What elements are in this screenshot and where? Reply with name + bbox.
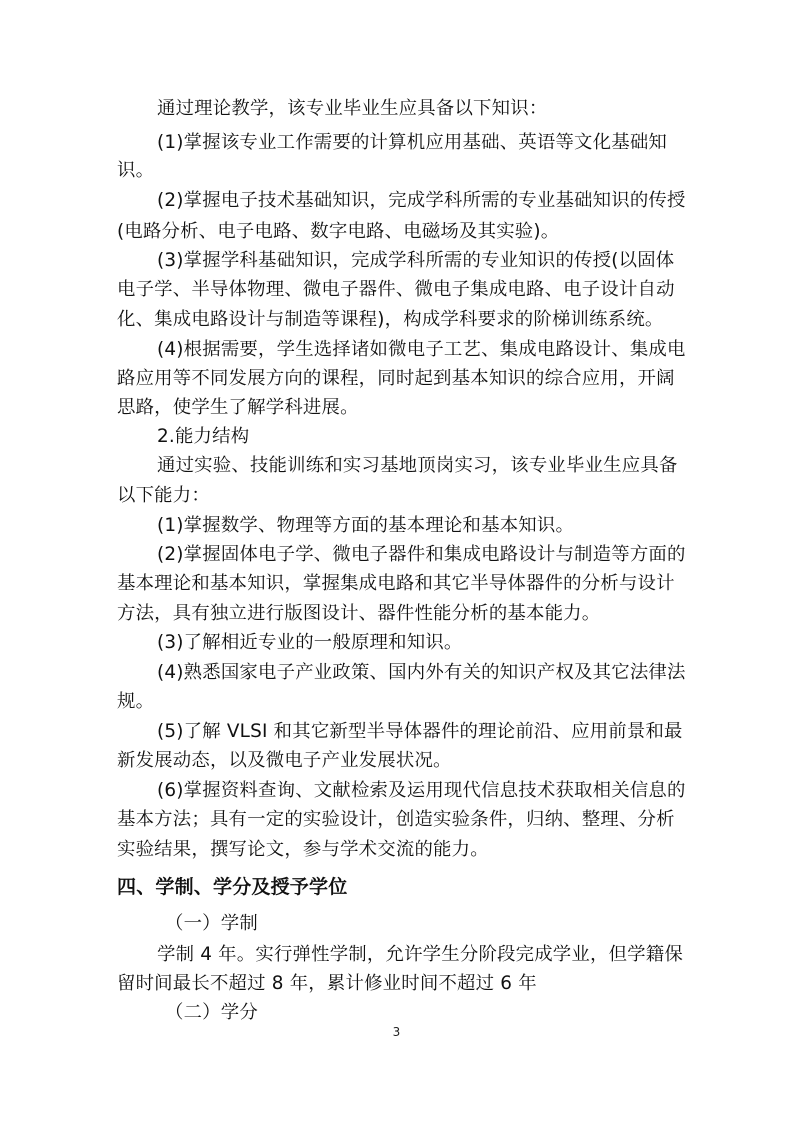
text-line: 思路，使学生了解学科进展。 bbox=[117, 397, 359, 418]
text-line: 学制 4 年。实行弹性学制，允许学生分阶段完成学业，但学籍保 bbox=[157, 944, 683, 965]
text-line: 基本方法；具有一定的实验设计，创造实验条件，归纳、整理、分析 bbox=[117, 809, 675, 830]
text-line: 实验结果，撰写论文，参与学术交流的能力。 bbox=[117, 839, 489, 860]
text-line: 通过理论教学，该专业毕业生应具备以下知识： bbox=[157, 98, 548, 119]
text-line: 化、集成电路设计与制造等课程)，构成学科要求的阶梯训练系统。 bbox=[117, 309, 664, 330]
chapter-heading: 四、学制、学分及授予学位 bbox=[117, 876, 348, 898]
text-line: (电路分析、电子电路、数字电路、电磁场及其实验)。 bbox=[117, 221, 560, 242]
text-line: (1)掌握数学、物理等方面的基本理论和基本知识。 bbox=[157, 515, 575, 536]
section-heading: 2.能力结构 bbox=[157, 426, 250, 447]
text-line: 识。 bbox=[117, 160, 155, 181]
text-line: (2)掌握固体电子学、微电子器件和集成电路设计与制造等方面的 bbox=[157, 544, 686, 565]
text-line: (1)掌握该专业工作需要的计算机应用基础、英语等文化基础知 bbox=[157, 132, 668, 153]
text-line: 方法，具有独立进行版图设计、器件性能分析的基本能力。 bbox=[117, 603, 601, 624]
text-line: (4)根据需要，学生选择诸如微电子工艺、集成电路设计、集成电 bbox=[157, 339, 686, 360]
text-line: (6)掌握资料查询、文献检索及运用现代信息技术获取相关信息的 bbox=[157, 780, 686, 801]
text-line: 通过实验、技能训练和实习基地顶岗实习，该专业毕业生应具备 bbox=[157, 455, 678, 476]
text-line: 留时间最长不超过 8 年，累计修业时间不超过 6 年 bbox=[117, 973, 537, 994]
subsection-heading: （二）学分 bbox=[165, 1002, 258, 1023]
subsection-heading: （一）学制 bbox=[165, 913, 258, 934]
text-line: 基本理论和基本知识，掌握集成电路和其它半导体器件的分析与设计 bbox=[117, 573, 675, 594]
text-line: (4)熟悉国家电子产业政策、国内外有关的知识产权及其它法律法 bbox=[157, 662, 686, 683]
text-line: (2)掌握电子技术基础知识，完成学科所需的专业基础知识的传授 bbox=[157, 190, 686, 211]
text-line: 路应用等不同发展方向的课程，同时起到基本知识的综合应用，开阔 bbox=[117, 368, 675, 389]
page-number: 3 bbox=[392, 1025, 401, 1039]
text-line: (5)了解 VLSI 和其它新型半导体器件的理论前沿、应用前景和最 bbox=[157, 721, 683, 742]
text-line: 新发展动态，以及微电子产业发展状况。 bbox=[117, 750, 452, 771]
text-line: 电子学、半导体物理、微电子器件、微电子集成电路、电子设计自动 bbox=[117, 279, 675, 300]
text-line: 以下能力： bbox=[117, 485, 210, 506]
text-line: (3)掌握学科基础知识，完成学科所需的专业知识的传授(以固体 bbox=[157, 250, 675, 271]
text-line: 规。 bbox=[117, 691, 155, 712]
text-line: (3)了解相近专业的一般原理和知识。 bbox=[157, 632, 463, 653]
